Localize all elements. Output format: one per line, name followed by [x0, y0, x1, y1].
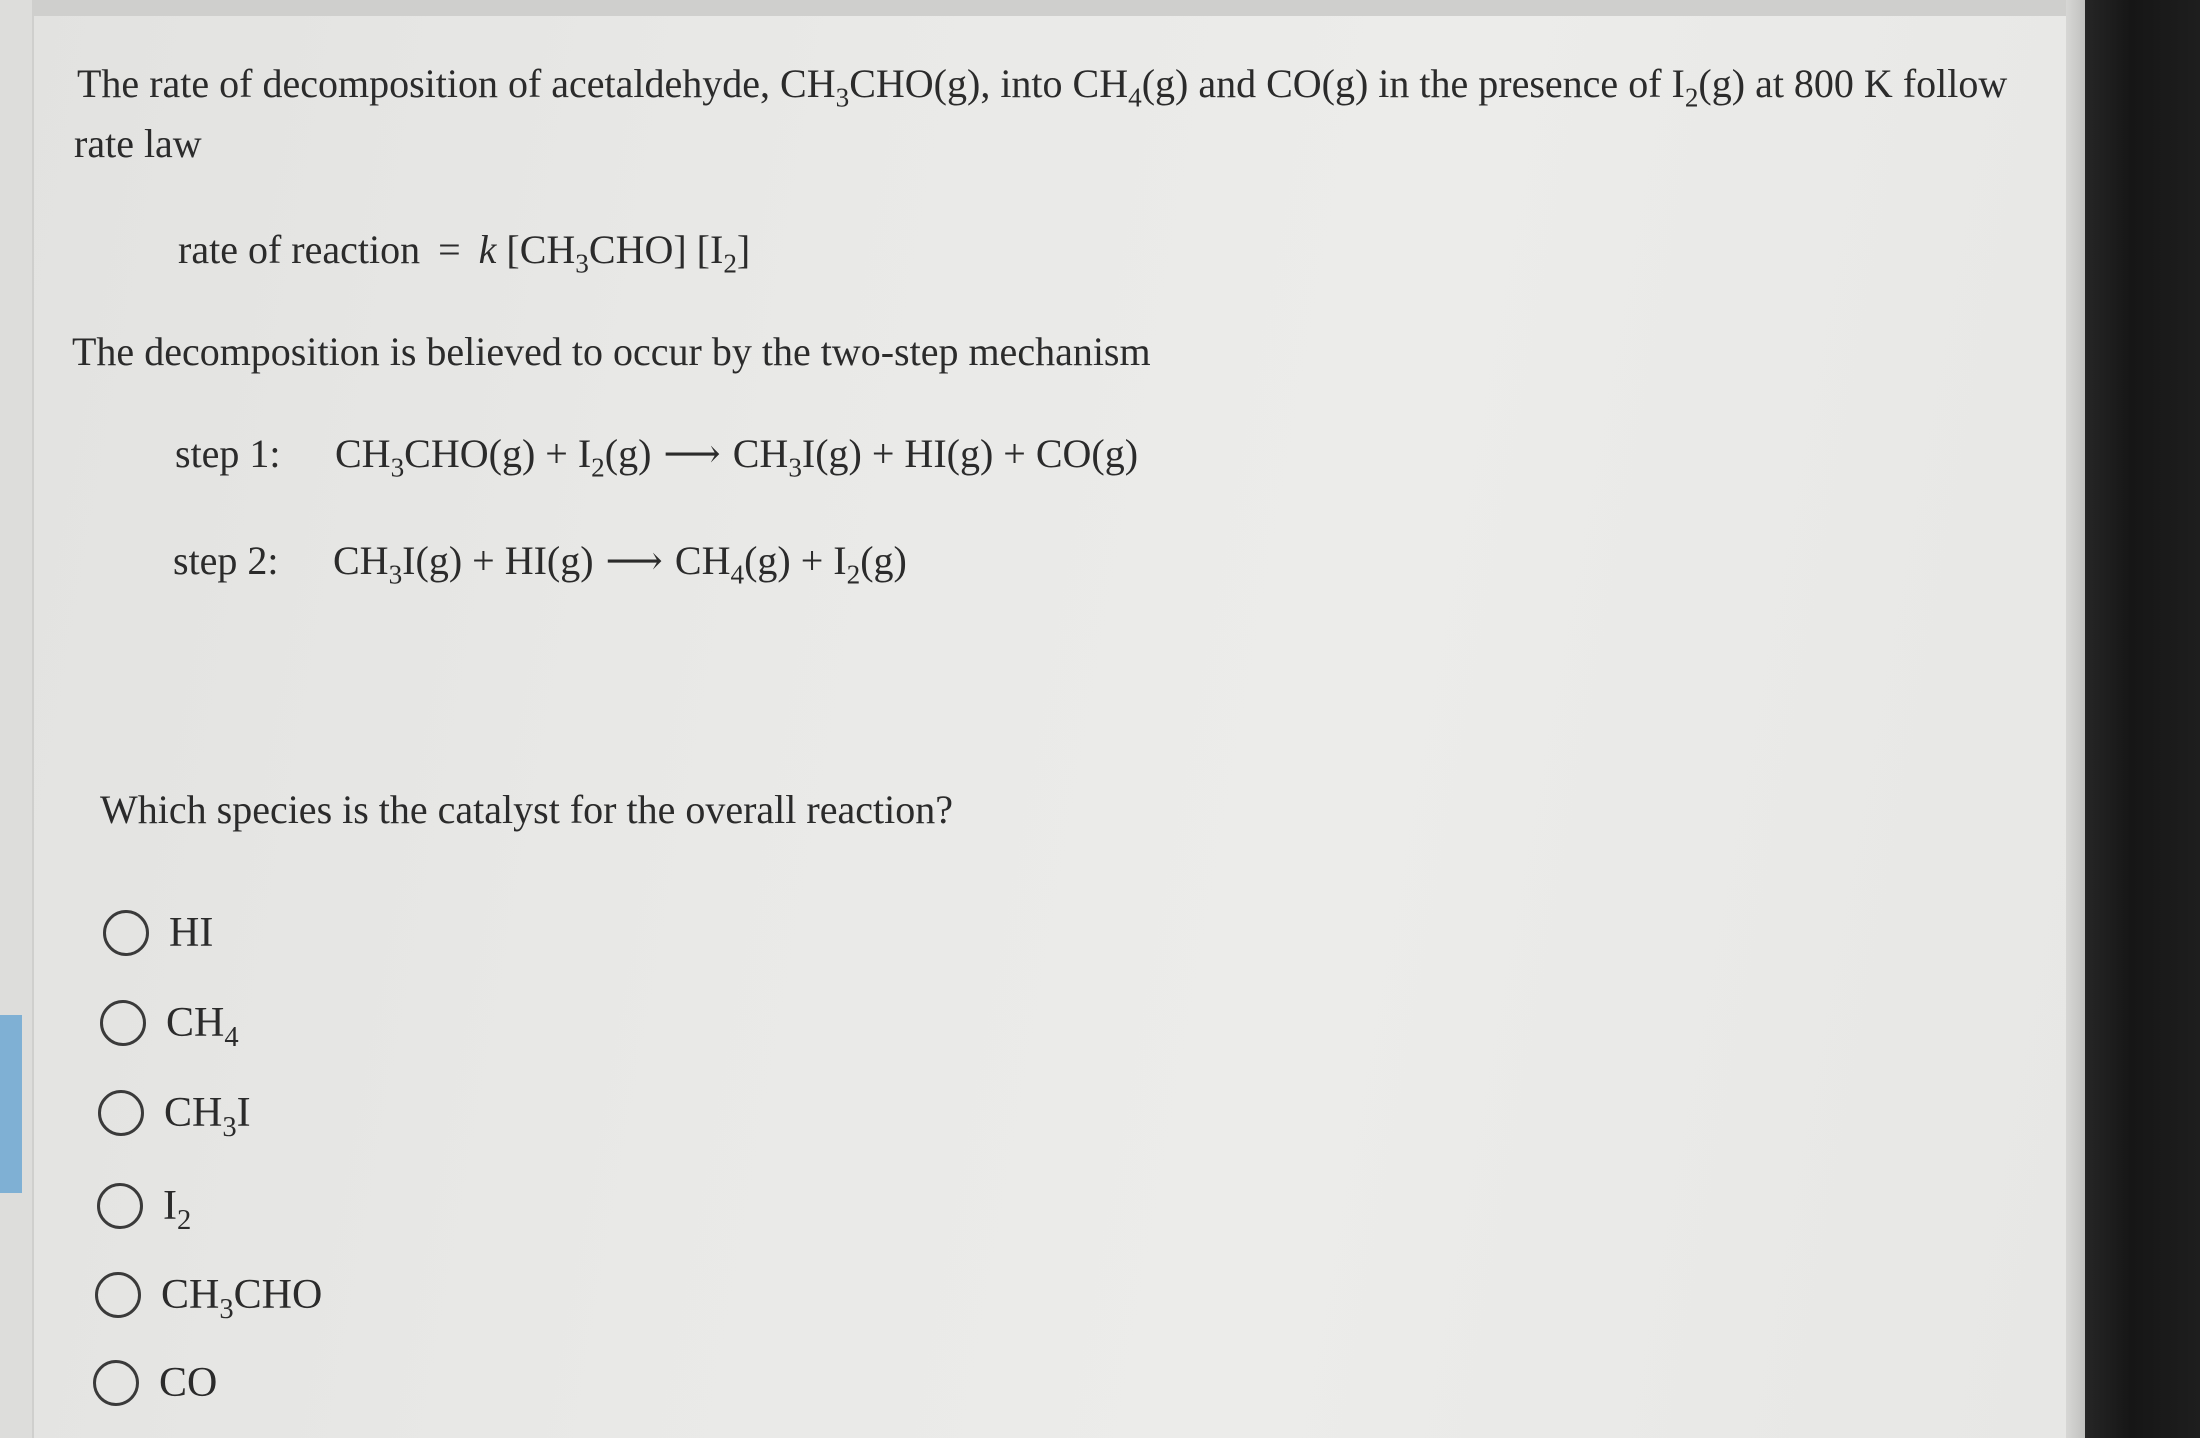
rate-law-sub-1: 3 [575, 248, 589, 279]
reaction-arrow-icon: ⟶ [605, 538, 663, 583]
intro-text-1: The rate of decomposition of acetaldehyde, CH [77, 61, 836, 106]
answer-option-ch3cho[interactable] [95, 1272, 323, 1325]
reaction-arrow-icon: ⟶ [663, 431, 721, 476]
step-2-text-3: CH [674, 538, 731, 583]
rate-law-part-2: CHO] [I [588, 227, 724, 272]
intro-sub-1: 3 [835, 82, 850, 113]
question-prompt: Which species is the catalyst for the overall reaction? [100, 787, 953, 832]
answer-option-co[interactable] [93, 1360, 217, 1406]
answer-option-i2[interactable] [97, 1183, 192, 1236]
option-label: $CH_4$ [166, 1000, 239, 1053]
intro-sub-2: 4 [1128, 82, 1142, 113]
intro-sub-3: 2 [1684, 82, 1699, 113]
radio-button[interactable] [95, 1272, 141, 1318]
rate-law-prefix: rate of reaction [178, 227, 421, 272]
mechanism-step-2 [173, 537, 907, 590]
rate-law-equation [178, 226, 751, 279]
step-2-label: step 2: [173, 538, 279, 583]
step-1-sub-3: 3 [788, 452, 802, 483]
answer-option-hi[interactable] [103, 910, 213, 956]
rate-law-part-3: ] [736, 227, 751, 272]
step-1-text-1: CH [335, 431, 391, 476]
question-intro-line2: rate law [74, 121, 202, 166]
rate-law-part-1: [CH [506, 227, 576, 272]
mechanism-step-1 [175, 430, 1139, 483]
mechanism-intro: The decomposition is believed to occur by the two-step mechanism [72, 329, 1151, 374]
radio-button[interactable] [100, 1000, 146, 1046]
monitor-bezel [2085, 0, 2200, 1438]
rate-law-sub-2: 2 [723, 248, 737, 279]
step-1-text-5: I(g) + HI(g) + CO(g) [801, 431, 1139, 476]
step-2-text-1: CH [333, 538, 389, 583]
intro-text-4: (g) at 800 K follow [1698, 61, 2008, 106]
question-intro [77, 60, 2008, 113]
option-label: $CH_3CHO$ [161, 1272, 323, 1325]
step-1-text-3: (g) [604, 431, 652, 476]
intro-text-2: CHO(g), into CH [849, 61, 1129, 106]
rate-constant-k: k [478, 227, 497, 272]
option-label: CO [159, 1360, 218, 1406]
step-1-sub-1: 3 [390, 452, 405, 483]
option-label: $CH_3I$ [164, 1090, 251, 1143]
radio-button[interactable] [103, 910, 149, 956]
step-1-text-2: CHO(g) + I [404, 431, 592, 476]
step-2-text-4: (g) + I [744, 538, 847, 583]
answer-option-ch4[interactable] [100, 1000, 239, 1053]
step-2-sub-2: 4 [730, 559, 745, 590]
option-label: $I_2$ [163, 1183, 192, 1236]
radio-button[interactable] [98, 1090, 144, 1136]
step-1-sub-2: 2 [591, 452, 605, 483]
step-1-text-4: CH [732, 431, 789, 476]
step-2-text-5: (g) [860, 538, 907, 583]
step-1-label: step 1: [175, 431, 281, 476]
rate-law-equals: = [438, 227, 461, 272]
radio-button[interactable] [93, 1360, 139, 1406]
step-2-text-2: I(g) + HI(g) [402, 538, 594, 583]
step-2-sub-3: 2 [846, 559, 861, 590]
option-label: HI [169, 910, 214, 956]
answer-option-ch3i[interactable] [98, 1090, 251, 1143]
intro-text-3: (g) and CO(g) in the presence of I [1141, 61, 1685, 106]
step-2-sub-1: 3 [388, 559, 403, 590]
radio-button[interactable] [97, 1183, 143, 1229]
